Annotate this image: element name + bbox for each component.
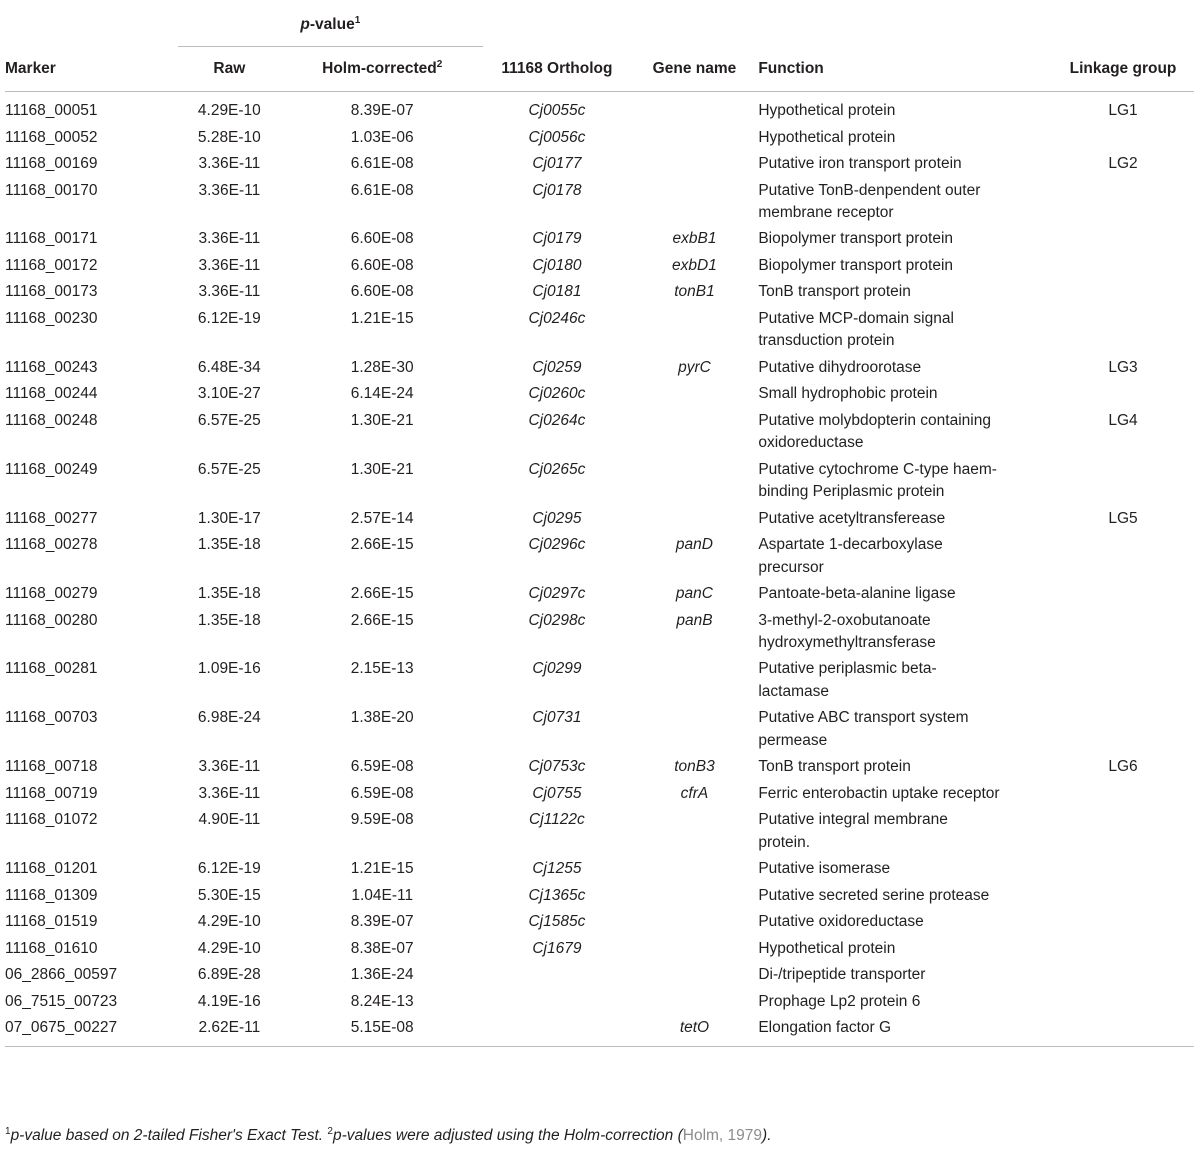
cell-gene: [631, 989, 759, 1016]
cell-linkage: [1052, 253, 1194, 280]
table-row: [5, 457, 1194, 506]
cell-function: 3-methyl-2-oxobutanoate hydroxymethyltransferase: [758, 611, 936, 651]
table-row: [5, 382, 1194, 409]
cell-raw: 3.10E-27: [197, 385, 261, 403]
cell-ortholog: Cj0181: [532, 283, 582, 301]
table-row: [5, 989, 1194, 1016]
cell-function: Small hydrophobic protein: [758, 385, 938, 403]
table-row: [5, 883, 1194, 910]
cell-ortholog: Cj0260c: [528, 385, 586, 403]
cell-marker: 11168_00171: [5, 230, 98, 248]
table-row: [5, 1016, 1194, 1046]
cell-function: Putative ABC transport system permease: [758, 709, 969, 749]
table-row: [5, 408, 1194, 457]
cell-ortholog: Cj0755: [532, 784, 582, 802]
cell-function: Aspartate 1-decarboxylase precursor: [758, 536, 943, 576]
cell-holm: 8.39E-07: [350, 102, 414, 119]
cell-function: Putative MCP-domain signal transduction protein: [758, 309, 954, 350]
cell-linkage: [1052, 989, 1194, 1016]
cell-marker: 11168_00244: [5, 385, 98, 403]
cell-ortholog: Cj0295: [532, 509, 582, 527]
cell-gene: tonB1: [674, 283, 715, 301]
cell-gene: [631, 306, 759, 355]
cell-holm: 8.38E-07: [350, 939, 414, 957]
cell-marker: 11168_00279: [5, 585, 98, 603]
table-row: [5, 152, 1194, 179]
col-header-ortholog: 11168 Ortholog: [501, 60, 613, 77]
cell-gene: [631, 963, 759, 990]
cell-ortholog: Cj0265c: [528, 460, 586, 478]
cell-marker: 11168_01519: [5, 913, 98, 931]
col-header-marker: Marker: [5, 60, 56, 77]
cell-raw: 3.36E-11: [198, 181, 261, 199]
cell-linkage: LG4: [1108, 411, 1138, 429]
cell-linkage: [1052, 706, 1194, 755]
cell-holm: 2.15E-13: [350, 660, 414, 678]
cell-raw: 6.89E-28: [197, 966, 261, 984]
cell-holm: 2.66E-15: [350, 585, 414, 603]
cell-marker: 11168_00718: [5, 758, 98, 776]
cell-linkage: [1052, 936, 1194, 963]
cell-linkage: [1052, 1016, 1194, 1046]
cell-raw: 5.30E-15: [197, 886, 261, 904]
cell-holm: 1.04E-11: [351, 886, 414, 904]
col-header-linkage: Linkage group: [1069, 60, 1177, 77]
cell-function: Putative TonB-denpendent outer membrane receptor: [758, 181, 981, 221]
cell-linkage: [1052, 582, 1194, 609]
cell-raw: 6.57E-25: [197, 460, 261, 478]
cell-holm: 9.59E-08: [350, 811, 414, 829]
cell-function: Elongation factor G: [758, 1019, 892, 1037]
cell-linkage: [1052, 910, 1194, 937]
cell-holm: 6.61E-08: [350, 155, 414, 172]
cell-ortholog: Cj0180: [532, 256, 582, 274]
cell-raw: 4.19E-16: [197, 992, 261, 1010]
col-header-function: Function: [758, 60, 824, 77]
cell-linkage: [1052, 657, 1194, 706]
table-row: [5, 808, 1194, 857]
cell-gene: [631, 883, 759, 910]
cell-function: Hypothetical protein: [758, 128, 896, 146]
cell-function: Putative periplasmic beta-lactamase: [758, 660, 937, 700]
cell-ortholog: Cj1255: [532, 860, 582, 878]
cell-function: Putative isomerase: [758, 860, 891, 878]
cell-marker: 11168_00172: [5, 256, 98, 274]
cell-holm: 2.66E-15: [350, 536, 414, 554]
cell-gene: exbB1: [672, 230, 717, 248]
col-header-gene: Gene name: [652, 60, 737, 77]
table-row: [5, 178, 1194, 227]
pvalue-group-header: p-value$^1$: [178, 0, 484, 47]
cell-holm: 6.60E-08: [350, 256, 414, 274]
table-row: [5, 125, 1194, 152]
cell-function: Di-/tripeptide transporter: [758, 966, 926, 984]
table-row: [5, 657, 1194, 706]
cell-ortholog: [483, 963, 630, 990]
cell-gene: [631, 910, 759, 937]
cell-linkage: [1052, 883, 1194, 910]
cell-function: Putative dihydroorotase: [758, 358, 922, 376]
cell-holm: 6.59E-08: [350, 784, 414, 802]
cell-marker: 11168_00249: [5, 460, 98, 478]
cell-holm: 8.24E-13: [350, 992, 414, 1010]
cell-ortholog: Cj0297c: [528, 585, 586, 603]
cell-raw: 6.57E-25: [197, 411, 261, 429]
cell-holm: 1.30E-21: [350, 411, 414, 429]
cell-marker: 11168_00703: [5, 709, 98, 727]
cell-ortholog: Cj0731: [532, 709, 582, 727]
cell-linkage: [1052, 533, 1194, 582]
cell-marker: 11168_00170: [5, 181, 98, 199]
cell-ortholog: Cj1122c: [529, 811, 585, 829]
cell-ortholog: [483, 1016, 630, 1046]
cell-ortholog: Cj0753c: [528, 758, 586, 776]
table-row: [5, 755, 1194, 782]
cell-function: Putative oxidoreductase: [758, 913, 924, 931]
cell-gene: [631, 808, 759, 857]
cell-gene: [631, 657, 759, 706]
table-row: [5, 533, 1194, 582]
cell-linkage: [1052, 125, 1194, 152]
col-header-raw: Raw: [213, 60, 246, 77]
cell-marker: 11168_00052: [5, 128, 98, 146]
cell-ortholog: Cj0246c: [528, 309, 586, 327]
cell-ortholog: [483, 989, 630, 1016]
cell-gene: panD: [675, 536, 713, 554]
cell-holm: 8.39E-07: [350, 913, 414, 931]
cell-gene: exbD1: [672, 256, 717, 274]
cell-marker: 11168_01309: [5, 886, 98, 904]
cell-raw: 3.36E-11: [198, 283, 261, 301]
cell-marker: 11168_00280: [5, 611, 98, 629]
cell-ortholog: Cj1365c: [528, 886, 586, 904]
cell-marker: 11168_00248: [5, 411, 98, 429]
cell-gene: panC: [675, 585, 713, 603]
cell-marker: 11168_00173: [5, 283, 98, 301]
cell-marker: 07_0675_00227: [5, 1019, 118, 1037]
cell-marker: 11168_00230: [5, 309, 98, 327]
cell-linkage: [1052, 781, 1194, 808]
cell-raw: 1.35E-18: [197, 536, 261, 554]
cell-holm: 5.15E-08: [350, 1019, 414, 1037]
cell-linkage: LG1: [1108, 102, 1138, 119]
cell-marker: 11168_01072: [5, 811, 98, 829]
cell-raw: 6.98E-24: [197, 709, 261, 727]
cell-linkage: [1052, 808, 1194, 857]
cell-function: Prophage Lp2 protein 6: [758, 992, 921, 1010]
table-row: [5, 963, 1194, 990]
results-table: [5, 0, 1194, 1047]
cell-holm: 1.28E-30: [350, 358, 414, 376]
cell-raw: 4.29E-10: [197, 102, 261, 119]
cell-function: Ferric enterobactin uptake receptor: [758, 784, 1000, 802]
cell-function: Pantoate-beta-alanine ligase: [758, 585, 956, 603]
cell-marker: 11168_00169: [5, 155, 98, 172]
cell-linkage: [1052, 963, 1194, 990]
cell-marker: 11168_01610: [5, 939, 98, 957]
cell-marker: 11168_00281: [5, 660, 98, 678]
cell-ortholog: Cj0298c: [528, 611, 586, 629]
table-row: [5, 306, 1194, 355]
cell-raw: 2.62E-11: [198, 1019, 261, 1037]
cell-function: Biopolymer transport protein: [758, 256, 954, 274]
cell-holm: 1.03E-06: [350, 128, 414, 146]
cell-ortholog: Cj0177: [532, 155, 582, 172]
cell-function: Putative secreted serine protease: [758, 886, 990, 904]
cell-ortholog: Cj0055c: [528, 102, 586, 119]
cell-raw: 6.48E-34: [197, 358, 261, 376]
cell-raw: 5.28E-10: [197, 128, 261, 146]
cell-function: Biopolymer transport protein: [758, 230, 954, 248]
cell-raw: 4.29E-10: [197, 939, 261, 957]
cell-holm: 6.60E-08: [350, 230, 414, 248]
cell-function: Hypothetical protein: [758, 102, 896, 119]
cell-linkage: LG6: [1108, 758, 1138, 776]
cell-gene: pyrC: [678, 358, 711, 376]
cell-gene: cfrA: [680, 784, 709, 802]
cell-function: Putative integral membrane protein.: [758, 811, 948, 851]
cell-function: Putative acetyltransferease: [758, 509, 946, 527]
cell-holm: 2.57E-14: [350, 509, 414, 527]
cell-linkage: LG3: [1108, 358, 1138, 376]
table-row: [5, 910, 1194, 937]
cell-raw: 6.12E-19: [197, 860, 261, 878]
cell-marker: 11168_00719: [5, 784, 98, 802]
cell-linkage: [1052, 227, 1194, 254]
cell-marker: 11168_00051: [5, 102, 98, 119]
cell-function: TonB transport protein: [758, 283, 911, 301]
cell-raw: 1.09E-16: [197, 660, 261, 678]
cell-function: Putative cytochrome C-type haem-binding Periplasmic protein: [758, 460, 997, 501]
cell-raw: 3.36E-11: [198, 256, 261, 274]
cell-raw: 3.36E-11: [198, 155, 261, 172]
col-header-holm: Holm-corrected$^2$: [322, 58, 443, 77]
table-row: [5, 781, 1194, 808]
cell-holm: 6.14E-24: [350, 385, 414, 403]
cell-holm: 2.66E-15: [350, 611, 414, 629]
cell-gene: [631, 382, 759, 409]
table-row: [5, 92, 1194, 126]
cell-function: Putative molybdopterin containing oxidoreductase: [758, 411, 991, 452]
cell-raw: 3.36E-11: [198, 758, 261, 776]
cell-function: Hypothetical protein: [758, 939, 896, 957]
cell-linkage: [1052, 382, 1194, 409]
cell-holm: 1.21E-15: [350, 860, 414, 878]
cell-raw: 3.36E-11: [198, 784, 261, 802]
cell-gene: [631, 125, 759, 152]
cell-ortholog: Cj0264c: [528, 411, 586, 429]
cell-ortholog: Cj0179: [532, 230, 582, 248]
cell-ortholog: Cj0178: [532, 181, 582, 199]
cell-holm: 1.21E-15: [350, 309, 414, 327]
cell-raw: 1.35E-18: [197, 611, 261, 629]
cell-gene: panB: [676, 611, 713, 629]
citation-link[interactable]: Holm, 1979: [682, 1127, 763, 1144]
cell-linkage: [1052, 608, 1194, 657]
cell-ortholog: Cj0259: [532, 358, 582, 376]
cell-raw: 4.29E-10: [197, 913, 261, 931]
cell-ortholog: Cj0296c: [528, 536, 586, 554]
table-row: [5, 355, 1194, 382]
cell-gene: [631, 457, 759, 506]
table-row: [5, 582, 1194, 609]
cell-ortholog: Cj0056c: [528, 128, 586, 146]
cell-holm: 6.61E-08: [350, 181, 414, 199]
cell-raw: 1.35E-18: [197, 585, 261, 603]
cell-marker: 11168_00243: [5, 358, 98, 376]
table-row: [5, 706, 1194, 755]
cell-ortholog: Cj1585c: [528, 913, 586, 931]
cell-marker: 11168_00278: [5, 536, 98, 554]
table-row: [5, 506, 1194, 533]
cell-holm: 6.59E-08: [350, 758, 414, 776]
table-row: [5, 608, 1194, 657]
table-row: [5, 227, 1194, 254]
cell-raw: 6.12E-19: [197, 309, 261, 327]
table-row: [5, 253, 1194, 280]
cell-holm: 6.60E-08: [350, 283, 414, 301]
cell-gene: [631, 178, 759, 227]
cell-gene: [631, 506, 759, 533]
cell-marker: 11168_00277: [5, 509, 98, 527]
cell-linkage: [1052, 457, 1194, 506]
cell-function: TonB transport protein: [758, 758, 911, 776]
cell-raw: 1.30E-17: [197, 509, 261, 527]
cell-ortholog: Cj0299: [532, 660, 582, 678]
cell-linkage: [1052, 857, 1194, 884]
cell-gene: [631, 857, 759, 884]
cell-linkage: [1052, 178, 1194, 227]
table-body: [5, 92, 1194, 1047]
cell-ortholog: Cj1679: [532, 939, 582, 957]
cell-gene: [631, 408, 759, 457]
cell-gene: tetO: [679, 1019, 710, 1037]
cell-function: Putative iron transport protein: [758, 155, 962, 172]
cell-gene: [631, 92, 759, 126]
cell-gene: [631, 152, 759, 179]
cell-gene: [631, 706, 759, 755]
cell-marker: 11168_01201: [5, 860, 98, 878]
cell-marker: 06_7515_00723: [5, 992, 118, 1010]
table-row: [5, 857, 1194, 884]
cell-gene: [631, 936, 759, 963]
cell-holm: 1.36E-24: [350, 966, 414, 984]
cell-linkage: [1052, 306, 1194, 355]
table-footnote: $^1$p-value based on 2-tailed Fisher's Exact Test. $^2$p-values were adjusted using the Holm-correction (Holm, 1979).: [5, 1125, 772, 1144]
cell-gene: tonB3: [674, 758, 715, 776]
cell-raw: 4.90E-11: [198, 811, 261, 829]
table-row: [5, 936, 1194, 963]
cell-raw: 3.36E-11: [198, 230, 261, 248]
cell-linkage: [1052, 280, 1194, 307]
table-row: [5, 280, 1194, 307]
cell-marker: 06_2866_00597: [5, 966, 118, 984]
cell-holm: 1.30E-21: [350, 460, 414, 478]
cell-linkage: LG2: [1108, 155, 1138, 172]
cell-holm: 1.38E-20: [350, 709, 414, 727]
cell-linkage: LG5: [1108, 509, 1138, 527]
